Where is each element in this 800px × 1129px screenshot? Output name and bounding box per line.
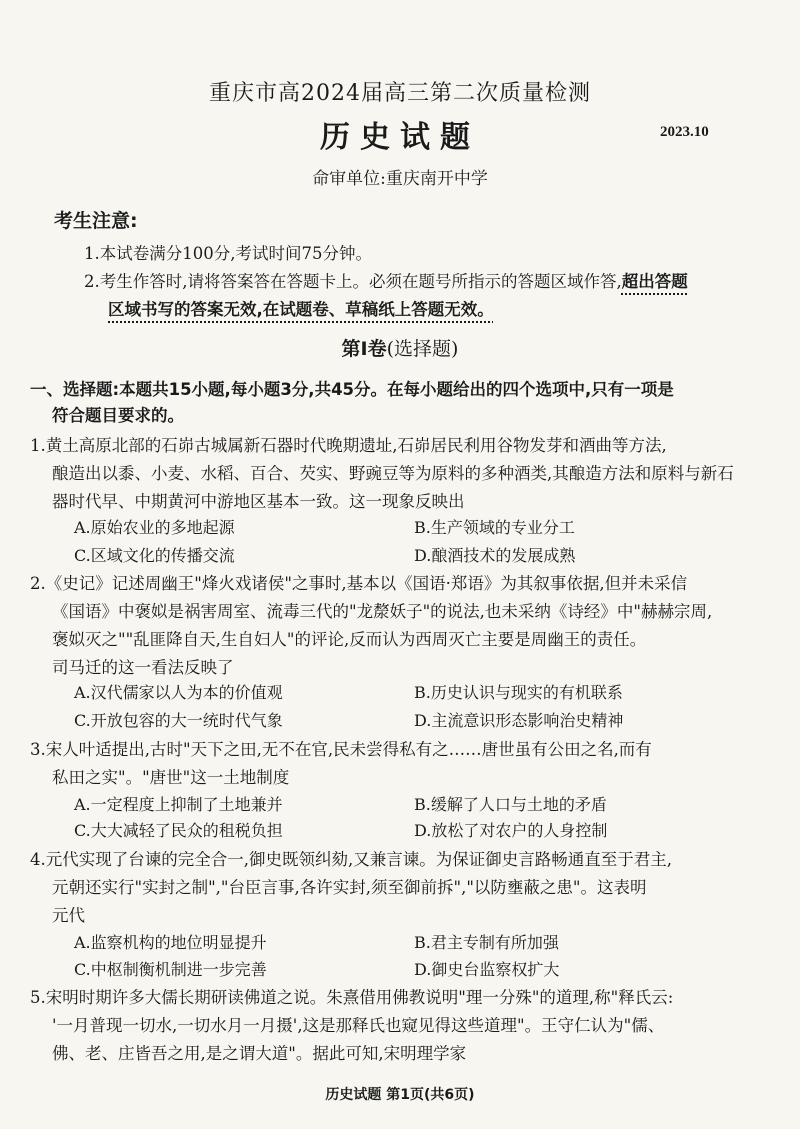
subject-title: 历史试题 [320,120,480,155]
q1-option-d: D.酿酒技术的发展成熟 [414,546,576,565]
q2-line3: 褒姒灭之""乱匪降自天,生自妇人"的评论,反而认为西周灭亡主要是周幽王的责任。 [52,630,647,649]
q1-option-b: B.生产领域的专业分工 [414,518,575,537]
section-instructions-line2: 符合题目要求的。 [52,406,184,425]
notice-item-2 [84,268,688,292]
exam-title: 重庆市高2024届高三第二次质量检测 [209,81,591,106]
section-title-paren: (选择题) [386,338,459,360]
section-instructions-line1: 一、选择题:本题共15小题,每小题3分,共45分。在每小题给出的四个选项中,只有一项是 [30,380,674,399]
q3-option-b: B.缓解了人口与土地的矛盾 [414,795,607,814]
q2-line2: 《国语》中褒姒是祸害周室、流毒三代的"龙漦妖子"的说法,也未采纳《诗经》中"赫赫宗周, [52,602,713,621]
q2-option-d: D.主流意识形态影响治史精神 [414,711,624,730]
q3-option-a: A.一定程度上抑制了土地兼并 [74,795,283,814]
q1-line2: 酿造出以黍、小麦、水稻、百合、芡实、野豌豆等为原料的多种酒类,其酿造方法和原料与新石 [52,464,734,483]
q2-option-a: A.汉代儒家以人为本的价值观 [74,683,283,702]
q1-option-a: A.原始农业的多地起源 [74,518,235,537]
q4-option-a: A.监察机构的地位明显提升 [74,933,267,952]
page-footer: 历史试题 第1页(共6页) [325,1087,475,1103]
q1-line1: 1.黄土高原北部的石峁古城属新石器时代晚期遗址,石峁居民利用谷物发芽和酒曲等方法, [30,436,667,455]
q2-line1: 2.《史记》记述周幽王"烽火戏诸侯"之事时,基本以《国语·郑语》为其叙事依据,但并未采信 [30,574,688,593]
section-title-main: 第Ⅰ卷 [341,338,387,360]
q4-line3: 元代 [52,906,85,925]
q3-line2: 私田之实"。"唐世"这一土地制度 [52,768,290,787]
q4-line1: 4.元代实现了台谏的完全合一,御史既领纠劾,又兼言谏。为保证御史言路畅通直至于君主, [30,850,672,869]
q3-option-c: C.大大减轻了民众的租税负担 [74,821,283,840]
notice-item-2-emphasis: 超出答题 [621,272,688,291]
section-title [0,334,800,361]
q3-option-d: D.放松了对农户的人身控制 [414,821,608,840]
setter-line: 命审单位:重庆南开中学 [312,169,488,189]
q4-option-c: C.中枢制衡机制进一步完善 [74,960,267,979]
q4-line2: 元朝还实行"实封之制","台臣言事,各许实封,须至御前拆","以防壅蔽之患"。这表明 [52,878,647,897]
exam-date: 2023.10 [660,124,709,140]
q1-line3: 器时代早、中期黄河中游地区基本一致。这一现象反映出 [52,492,465,511]
q2-line4: 司马迁的这一看法反映了 [52,658,234,677]
notice-heading: 考生注意: [54,210,138,232]
notice-item-2-text: 2.考生作答时,请将答案答在答题卡上。必须在题号所指示的答题区域作答, [84,272,622,291]
q4-option-b: B.君主专制有所加强 [414,933,559,952]
q2-option-b: B.历史认识与现实的有机联系 [414,683,623,702]
q5-line2: '一月普现一切水,一切水月一月摄',这是那释氏也窥见得这些道理"。王守仁认为"儒、 [52,1016,665,1035]
notice-item-1: 1.本试卷满分100分,考试时间75分钟。 [84,244,372,263]
q1-option-c: C.区域文化的传播交流 [74,546,235,565]
q4-option-d: D.御史台监察权扩大 [414,960,560,979]
q5-line1: 5.宋明时期许多大儒长期研读佛道之说。朱熹借用佛教说明"理一分殊"的道理,称"释氏云: [30,988,674,1007]
q3-line1: 3.宋人叶适提出,古时"天下之田,无不在官,民未尝得私有之……唐世虽有公田之名,而有 [30,740,652,759]
q2-option-c: C.开放包容的大一统时代气象 [74,711,283,730]
q5-line3: 佛、老、庄皆吾之用,是之谓大道"。据此可知,宋明理学家 [52,1044,467,1063]
notice-item-2-cont: 区域书写的答案无效,在试题卷、草稿纸上答题无效。 [108,300,494,319]
